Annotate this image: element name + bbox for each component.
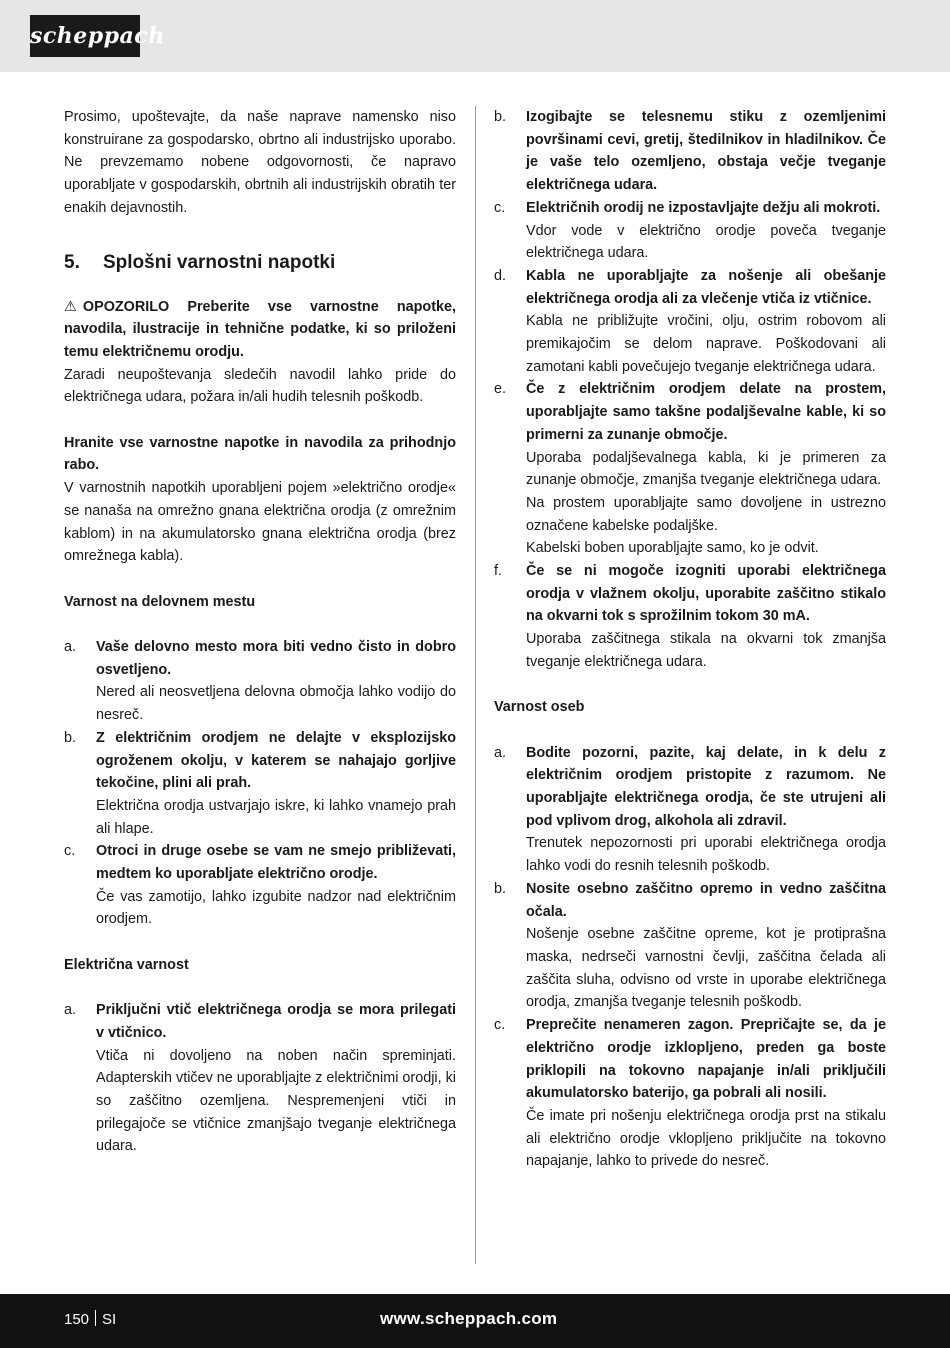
list-item (64, 636, 456, 727)
list-item-bold: Priključni vtič električnega orodja se mora prilegati v vtičnico. (96, 1002, 456, 1041)
warning-icon: ⚠ (64, 298, 77, 315)
list-item-label: b. (494, 109, 507, 125)
keep-instructions-bold: Hranite vse varnostne napotke in navodila za prihodnjo rabo. (64, 434, 456, 474)
list-item (64, 840, 456, 931)
list-item-bold: Vaše delovno mesto mora biti vedno čisto in dobro osvetljeno. (96, 639, 456, 678)
intro-paragraph: Prosimo, upoštevajte, da naše naprave namensko niso konstruirane za gospodarsko, obrtno ali industrijsko uporabo. Ne prevzemamo nobene odgovornosti, če napravo uporabljate v gospodarskih, obrtnih ali industrijskih obratih ter enakih dejavnostih. (64, 109, 456, 216)
workplace-heading: Varnost na delovnem mestu (64, 593, 256, 610)
right-column (494, 106, 886, 1173)
list-item-label: c. (494, 1017, 506, 1034)
header-bar (0, 0, 950, 72)
list-item-bold: Z električnim orodjem ne delajte v eksplozijsko ogroženem okolju, v katerem se nahajajo gorljive tekočine, plini ali prah. (96, 729, 456, 792)
language-code: SI (102, 1311, 117, 1328)
list-item-bold: Bodite pozorni, pazite, kaj delate, in k delu z električnim orodjem pristopite z razumom. Ne uporabljajte električnega orodja, če ste utrujeni ali pod vplivom drog, alkohola ali zdravil. (526, 744, 886, 829)
list-item-label: d. (494, 267, 507, 284)
list-item-text: Kabelski boben uporabljajte samo, ko je odvit. (526, 540, 819, 557)
list-item-label: c. (494, 199, 506, 216)
list-item-label: a. (64, 639, 77, 656)
list-item-bold: Če z električnim orodjem delate na prostem, uporabljajte samo takšne podaljševalne kable, ki so primerni za zunanje območje. (526, 381, 886, 443)
website-link[interactable]: www.scheppach.com (380, 1309, 558, 1328)
list-item-bold: Kabla ne uporabljajte za nošenje ali obešanje električnega orodja ali za vlečenje vtiča iz vtičnice. (526, 267, 886, 307)
column-divider (475, 106, 476, 1264)
list-item-bold: Preprečite nenameren zagon. Prepričajte se, da je električno orodje izklopljeno, preden ga boste priklopili na tokovno napajanje in/ali priključili akumulatorsko baterijo, ga pobrali ali nosili. (526, 1017, 886, 1102)
list-item-text: Uporaba zaščitnega stikala na okvarni tok zmanjša tveganje električnega udara. (526, 631, 886, 670)
section-title: Splošni varnostni napotki (103, 251, 336, 273)
left-column (64, 106, 456, 1158)
list-item (494, 742, 886, 878)
list-item-text: Nošenje osebne zaščitne opreme, kot je protiprašna maska, nedrseči varnostni čevlji, zaščitna čelada ali zaščita sluha, odvisno od vrste in uporabe električnega orodja, zmanjša tveganje telesnih poškodb. (526, 926, 886, 1011)
list-item-bold: Izogibajte se telesnemu stiku z ozemljenimi površinami cevi, gretij, štedilnikov in hladilnikov. Če je vaše telo ozemljeno, obstaja večje tveganje električnega udara. (526, 109, 886, 194)
warning-bold-text: OPOZORILO Preberite vse varnostne napotke, navodila, ilustracije in tehnične podatke, ki so priloženi temu električnemu orodju. (64, 298, 456, 360)
list-item-text: Nered ali neosvetljena delovna območja lahko vodijo do nesreč. (96, 684, 456, 724)
personal-safety-heading: Varnost oseb (494, 699, 585, 716)
list-item-label: a. (494, 744, 507, 761)
page-separator (95, 1310, 96, 1326)
list-item (494, 265, 886, 379)
list-item-text: Uporaba podaljševalnega kabla, ki je primeren za zunanje območje, zmanjša tveganje električnega udara. (526, 449, 886, 489)
list-item-text: Trenutek nepozornosti pri uporabi električnega orodja lahko vodi do resnih telesnih poškodb. (526, 835, 886, 875)
list-item-label: a. (64, 1002, 77, 1019)
page-number: 150 (64, 1311, 90, 1328)
list-item-bold: Otroci in druge osebe se vam ne smejo približevati, medtem ko uporabljate električno orodje. (96, 843, 456, 883)
list-item-text: Električna orodja ustvarjajo iskre, ki lahko vnamejo prah ali hlape. (96, 797, 456, 837)
warning-bold (64, 296, 456, 364)
list-item-text: Če imate pri nošenju električnega orodja prst na stikalu ali električno orodje vklopljeno priključite na tokovno napajanje, lahko to privede do nesreč. (526, 1107, 886, 1170)
section-number: 5. (64, 251, 80, 273)
list-item (494, 197, 886, 265)
list-item-text: Na prostem uporabljajte samo dovoljene in ustrezno označene kabelske podaljške. (526, 494, 886, 534)
list-item-label: e. (494, 381, 507, 398)
list-item (64, 727, 456, 841)
keep-instructions-text: V varnostnih napotkih uporabljeni pojem »električno orodje« se nanaša na omrežno gnana električna orodja (z omrežnim kablom) in na akumulatorsko gnana električna orodja (brez omrežnega kabla). (64, 480, 456, 565)
page-indicator (64, 1310, 116, 1330)
list-item-text: Če vas zamotijo, lahko izgubite nadzor nad električnim orodjem. (96, 888, 456, 928)
list-item (494, 560, 886, 674)
list-item-text: Vdor vode v električno orodje poveča tveganje električnega udara. (526, 222, 886, 262)
list-item-bold: Če se ni mogoče izogniti uporabi električnega orodja v vlažnem okolju, uporabite zaščitno stikalo na okvarni tok s sprožilnim tokom 30 mA. (526, 563, 886, 625)
list-item-bold: Nosite osebno zaščitno opremo in vedno zaščitna očala. (526, 880, 886, 920)
scheppach-logo: scheppach (30, 15, 140, 57)
footer-bar (0, 1294, 950, 1348)
list-item-label: b. (494, 880, 507, 897)
list-item-text: Kabla ne približujte vročini, olju, ostrim robovom ali premikajočim se delom naprave. Poškodovani ali zamotani kabli povečujejo tveganje električnega udara. (526, 313, 886, 375)
list-item-text: Vtiča ni dovoljeno na noben način spreminjati. Adapterskih vtičev ne uporabljajte z električnimi orodji, ki so zaščitno ozemljena. Nespremenjeni vtiči in prilegajoče se vtičnice zmanjšajo tveganje električnega udara. (96, 1047, 456, 1155)
list-item-bold: Električnih orodij ne izpostavljajte dežju ali mokroti. (526, 199, 881, 216)
list-item-label: c. (64, 843, 76, 860)
electrical-heading: Električna varnost (64, 956, 189, 973)
list-item (494, 106, 886, 197)
list-item-label: f. (494, 563, 502, 580)
warning-text: Zaradi neupoštevanja sledečih navodil lahko pride do električnega udara, požara in/ali hudih telesnih poškodb. (64, 366, 456, 406)
list-item (64, 999, 456, 1158)
list-item (494, 1014, 886, 1173)
section-heading (64, 250, 456, 276)
list-item (494, 878, 886, 1014)
list-item-label: b. (64, 729, 77, 746)
list-item (494, 378, 886, 560)
